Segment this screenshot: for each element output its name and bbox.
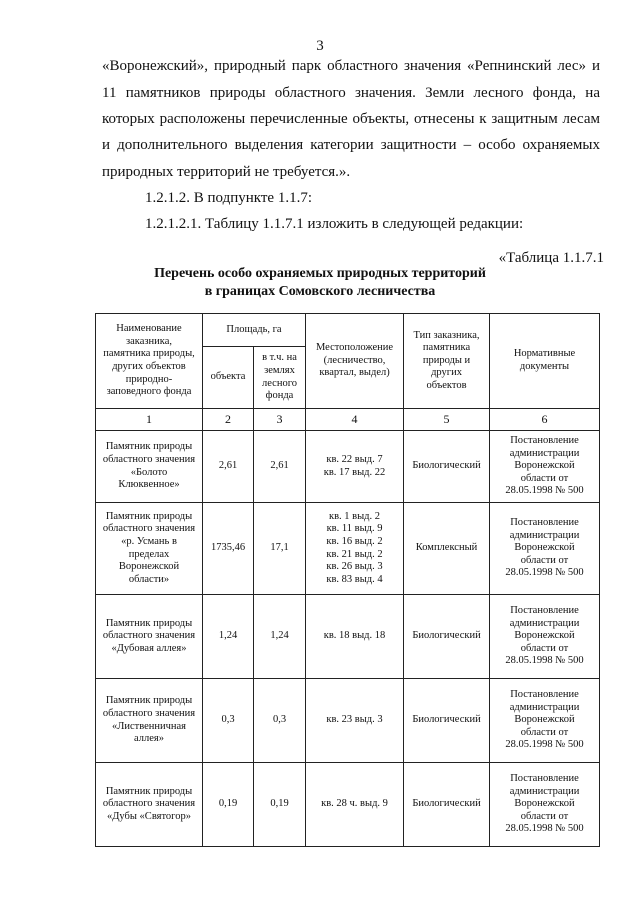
table-row bbox=[96, 503, 600, 595]
cell-location bbox=[306, 763, 404, 847]
cell-text-line: Воронежской bbox=[514, 630, 575, 642]
cell-docs bbox=[490, 595, 600, 679]
cell-text-line: Постановление bbox=[510, 517, 579, 529]
cell-text-line: объектов bbox=[426, 379, 467, 391]
cell-text-line: Постановление bbox=[510, 689, 579, 701]
cell-text-line: других объектов bbox=[112, 361, 186, 372]
cell-forest-area: 1,24 bbox=[254, 595, 306, 679]
cell-text-line: области от bbox=[520, 472, 569, 484]
cell-text-line: Воронежской bbox=[514, 542, 575, 554]
cell-text-line: области от bbox=[520, 810, 569, 822]
cell-text-line: 28.05.1998 № 500 bbox=[505, 655, 584, 667]
paragraph-line-1: «Воронежский», природный парк областного значения «Репнинский лес» и bbox=[102, 58, 600, 74]
cell-text-line: области от bbox=[520, 726, 569, 738]
cell-text-line: памятника bbox=[422, 342, 471, 354]
table-caption: «Таблица 1.1.7.1 bbox=[498, 250, 604, 266]
cell-text-line: фонда bbox=[265, 390, 294, 402]
cell-docs bbox=[490, 503, 600, 595]
cell-text-line: администрации bbox=[509, 701, 580, 713]
cell-text-line: аллея» bbox=[134, 733, 164, 745]
cell-text-line: Воронежской bbox=[514, 460, 575, 472]
cell-text-line: кв. 18 выд. 18 bbox=[323, 630, 386, 642]
cell-text-line: Тип заказника, bbox=[413, 329, 480, 341]
cell-text-line: Постановление bbox=[510, 773, 579, 785]
cell-text-line: администрации bbox=[509, 447, 580, 459]
cell-text-line: администрации bbox=[509, 617, 580, 629]
cell-text-line: Воронежской bbox=[514, 798, 575, 810]
header-location bbox=[306, 314, 404, 409]
cell-type: Биологический bbox=[404, 763, 490, 847]
clause-1-2-1-2-1: 1.2.1.2.1. Таблицу 1.1.7.1 изложить в следующей редакции: bbox=[145, 216, 524, 232]
clause-1-2-1-2: 1.2.1.2. В подпункте 1.1.7: bbox=[145, 190, 313, 206]
cell-text-line: кв. 11 выд. 9 bbox=[326, 523, 383, 535]
cell-text-line: областного значения bbox=[102, 523, 196, 535]
table-row bbox=[96, 431, 600, 503]
cell-name bbox=[96, 679, 203, 763]
cell-text-line: администрации bbox=[509, 529, 580, 541]
cell-type: Комплексный bbox=[404, 503, 490, 595]
header-docs bbox=[490, 314, 600, 409]
cell-text-line: областного значения bbox=[102, 453, 196, 465]
header-area-object bbox=[203, 347, 254, 409]
cell-name bbox=[96, 431, 203, 503]
table-row bbox=[96, 595, 600, 679]
cell-docs bbox=[490, 679, 600, 763]
cell-text-line: «Лиственничная bbox=[111, 720, 187, 732]
cell-text-line: 28.05.1998 № 500 bbox=[505, 739, 584, 751]
cell-text-line: кв. 23 выд. 3 bbox=[326, 714, 383, 726]
cell-text-line: «р. Усмань в bbox=[121, 535, 177, 547]
cell-text-line: Клюквенное» bbox=[118, 479, 180, 491]
cell-area: 1,24 bbox=[203, 595, 254, 679]
cell-text-line: Нормативные bbox=[513, 348, 576, 360]
cell-text-line: области от bbox=[520, 554, 569, 566]
cell-text-line: кв. 21 выд. 2 bbox=[326, 548, 383, 560]
cell-forest-area: 0,3 bbox=[254, 679, 306, 763]
cell-docs bbox=[490, 763, 600, 847]
cell-text-line: Наименование bbox=[116, 323, 182, 335]
cell-text-line: «Дубовая аллея» bbox=[111, 642, 187, 654]
cell-text-line: кв. 16 выд. 2 bbox=[326, 535, 383, 547]
cell-text-line: землях bbox=[264, 364, 295, 376]
cell-text-line: Местоположение bbox=[315, 342, 394, 354]
cell-area: 0,3 bbox=[203, 679, 254, 763]
cell-text-line: кв. 17 выд. 22 bbox=[323, 466, 386, 478]
cell-text-line: 28.05.1998 № 500 bbox=[505, 567, 584, 579]
column-number-1: 1 bbox=[96, 409, 203, 431]
cell-text-line: 28.05.1998 № 500 bbox=[505, 823, 584, 835]
cell-location bbox=[306, 431, 404, 503]
table-title-line-1: Перечень особо охраняемых природных территорий bbox=[154, 266, 486, 281]
cell-text-line: кв. 28 ч. выд. 9 bbox=[321, 798, 388, 810]
page-number: 3 bbox=[316, 38, 324, 54]
cell-type: Биологический bbox=[404, 595, 490, 679]
cell-location bbox=[306, 503, 404, 595]
cell-text-line: Памятник природы bbox=[105, 510, 193, 522]
column-number-4: 4 bbox=[306, 409, 404, 431]
table-row bbox=[96, 763, 600, 847]
header-row-1 bbox=[96, 314, 600, 347]
table-title-line-2: в границах Сомовского лесничества bbox=[204, 284, 436, 299]
cell-text-line: объекта bbox=[210, 371, 246, 383]
cell-text-line: заказника, bbox=[125, 335, 173, 347]
cell-name bbox=[96, 763, 203, 847]
cell-text-line: области» bbox=[128, 573, 170, 585]
cell-text-line: Постановление bbox=[510, 605, 579, 617]
cell-text-line: кв. 22 выд. 7 bbox=[326, 453, 383, 465]
cell-text-line: областного значения bbox=[102, 707, 196, 719]
paragraph-line-4: и дополнительного выделения категории защитности – особо охраняемых bbox=[102, 137, 600, 153]
cell-text-line: «Дубы «Святогор» bbox=[107, 810, 191, 822]
cell-name bbox=[96, 595, 203, 679]
cell-area: 0,19 bbox=[203, 763, 254, 847]
cell-name bbox=[96, 503, 203, 595]
cell-area: 2,61 bbox=[203, 431, 254, 503]
cell-text-line: Воронежской bbox=[118, 561, 180, 573]
paragraph-line-2: 11 памятников природы областного значения. Земли лесного фонда, на bbox=[102, 85, 600, 101]
table-row bbox=[96, 679, 600, 763]
paragraph-line-5: природных территорий не требуется.». bbox=[102, 164, 351, 180]
cell-text-line: природы и bbox=[422, 354, 471, 366]
column-number-row bbox=[96, 409, 600, 431]
header-type bbox=[404, 314, 490, 409]
header-area-forest bbox=[254, 347, 306, 409]
cell-text-line: (лесничество, bbox=[323, 354, 386, 366]
header-area bbox=[203, 314, 306, 347]
cell-text-line: Воронежской bbox=[514, 714, 575, 726]
column-number-3: 3 bbox=[254, 409, 306, 431]
column-number-2: 2 bbox=[203, 409, 254, 431]
cell-text-line: области от bbox=[520, 642, 569, 654]
cell-text-line: заповедного фонда bbox=[106, 386, 192, 398]
cell-docs bbox=[490, 431, 600, 503]
cell-location bbox=[306, 679, 404, 763]
cell-text-line: «Болото bbox=[130, 466, 168, 478]
header-name bbox=[96, 314, 203, 409]
protected-areas-table bbox=[95, 313, 600, 847]
cell-text-line: Постановление bbox=[510, 435, 579, 447]
cell-text-line: областного значения bbox=[102, 798, 196, 810]
cell-text-line: администрации bbox=[509, 785, 580, 797]
cell-text-line: Памятник природы bbox=[105, 695, 193, 707]
cell-text-line: документы bbox=[519, 361, 570, 372]
cell-text-line: областного значения bbox=[102, 630, 196, 642]
cell-forest-area: 2,61 bbox=[254, 431, 306, 503]
cell-forest-area: 17,1 bbox=[254, 503, 306, 595]
cell-type: Биологический bbox=[404, 431, 490, 503]
cell-text-line: кв. 26 выд. 3 bbox=[326, 561, 383, 573]
cell-type: Биологический bbox=[404, 679, 490, 763]
cell-text-line: кв. 1 выд. 2 bbox=[328, 510, 381, 522]
cell-text-line: кв. 83 выд. 4 bbox=[326, 573, 383, 585]
cell-text-line: Памятник природы bbox=[105, 441, 193, 453]
column-number-6: 6 bbox=[490, 409, 600, 431]
cell-text-line: лесного bbox=[262, 377, 297, 389]
cell-text-line: памятника природы, bbox=[103, 348, 195, 360]
cell-area: 1735,46 bbox=[203, 503, 254, 595]
cell-text-line: других bbox=[431, 367, 462, 379]
cell-text-line: Памятник природы bbox=[105, 785, 193, 797]
paragraph-line-3: которых расположены перечисленные объекты, отнесены к защитным лесам bbox=[102, 111, 600, 127]
cell-text-line: пределах bbox=[128, 548, 170, 560]
column-number-5: 5 bbox=[404, 409, 490, 431]
cell-text-line: 28.05.1998 № 500 bbox=[505, 485, 584, 497]
cell-text-line: Памятник природы bbox=[105, 617, 193, 629]
cell-text-line: Площадь, га bbox=[226, 323, 282, 335]
cell-text-line: в т.ч. на bbox=[262, 352, 297, 364]
cell-text-line: квартал, выдел) bbox=[319, 367, 390, 379]
cell-forest-area: 0,19 bbox=[254, 763, 306, 847]
cell-text-line: природно- bbox=[125, 373, 173, 385]
cell-location bbox=[306, 595, 404, 679]
